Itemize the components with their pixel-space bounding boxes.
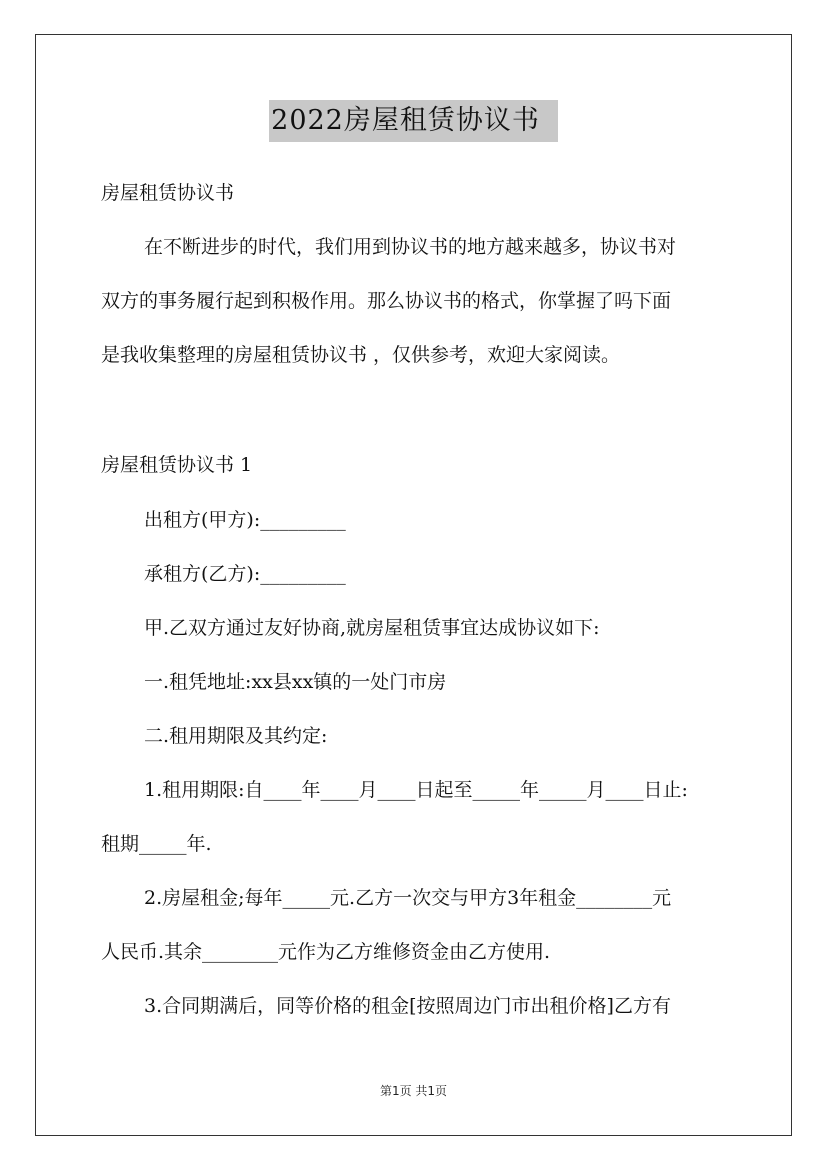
clause-term-heading: 二.租用期限及其约定: xyxy=(144,725,328,747)
clause-renewal: 3.合同期满后，同等价格的租金[按照周边门市出租价格]乙方有 xyxy=(144,995,671,1017)
clause-rent: 2.房屋租金;每年_____元.乙方一次交与甲方3年租金________元 xyxy=(144,887,672,909)
clause-term-period: 1.租用期限:自____年____月____日起至_____年_____月____日止: xyxy=(144,779,688,801)
lessor-line: 出租方(甲方):_________ xyxy=(144,509,346,531)
agreement-heading: 房屋租赁协议书 1 xyxy=(101,454,253,476)
document-title: 2022房屋租赁协议书 xyxy=(269,100,558,142)
section-heading: 房屋租赁协议书 xyxy=(101,182,235,204)
paragraph-line: 是我收集整理的房屋租赁协议书 ，仅供参考，欢迎大家阅读。 xyxy=(101,344,621,366)
paragraph-line: 双方的事务履行起到积极作用。那么协议书的格式，你掌握了吗下面 xyxy=(101,290,672,312)
title-container xyxy=(0,100,827,142)
page-footer: 第1页 共1页 xyxy=(379,1084,448,1098)
agreement-intro: 甲.乙双方通过友好协商,就房屋租赁事宜达成协议如下: xyxy=(144,617,600,639)
clause-term-years: 租期_____年. xyxy=(101,833,212,855)
lessee-line: 承租方(乙方):_________ xyxy=(144,563,346,585)
clause-rent-continued: 人民币.其余________元作为乙方维修资金由乙方使用. xyxy=(101,941,551,963)
paragraph-line: 在不断进步的时代，我们用到协议书的地方越来越多，协议书对 xyxy=(144,236,677,258)
clause-address: 一.租凭地址:xx县xx镇的一处门市房 xyxy=(144,671,447,693)
